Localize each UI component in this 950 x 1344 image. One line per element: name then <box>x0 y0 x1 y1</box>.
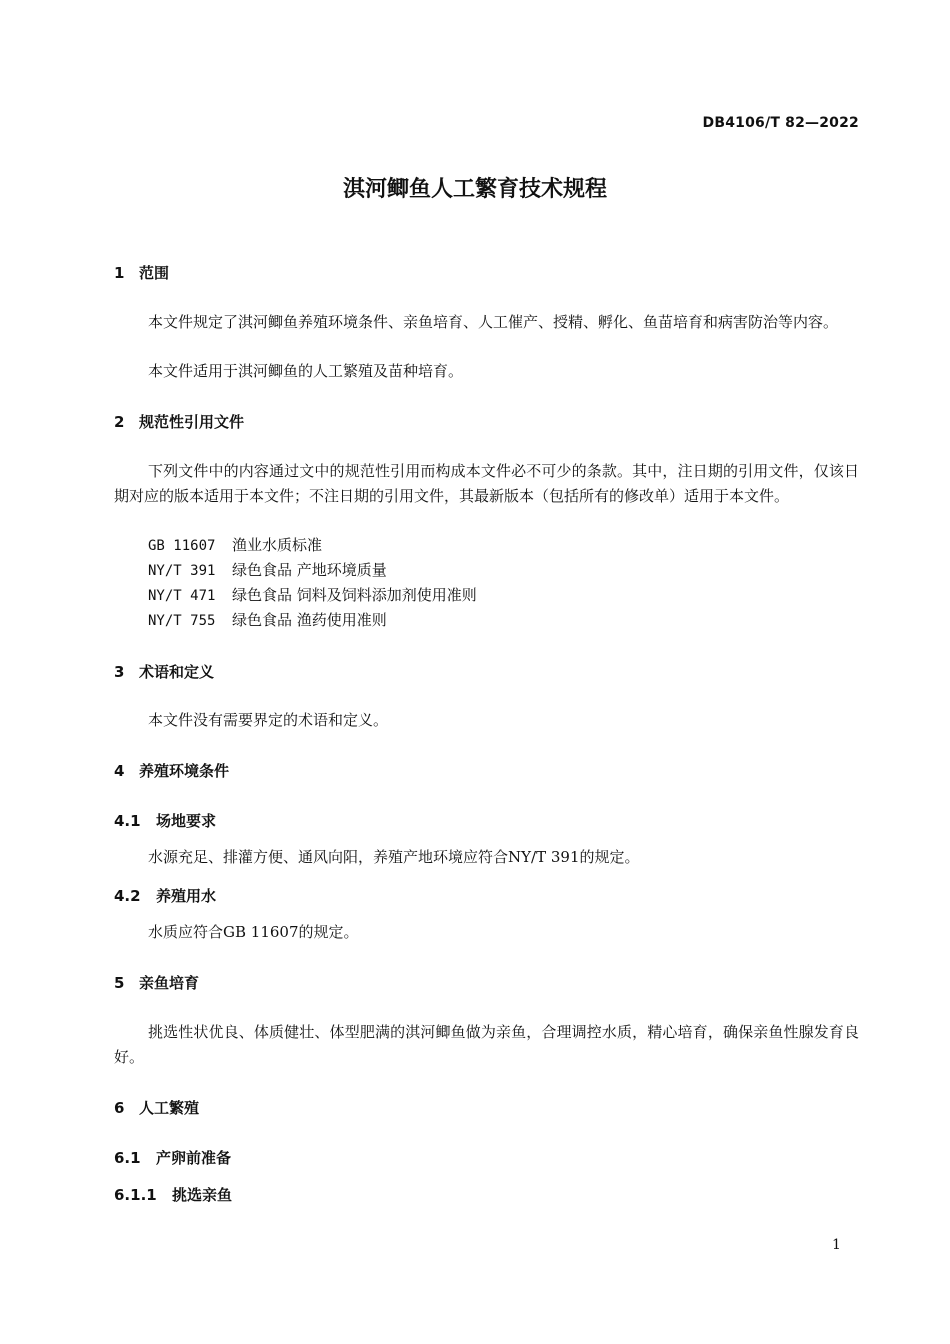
section-2-paragraph-1: 下列文件中的内容通过文中的规范性引用而构成本文件必不可少的条款。其中，注日期的引用文件，仅该日期对应的版本适用于本文件；不注日期的引用文件，其最新版本（包括所有的修改单）适用于本文件。 <box>114 462 859 505</box>
reference-name: 渔业水质标准 <box>232 536 323 554</box>
reference-name: 绿色食品 渔药使用准则 <box>232 611 387 629</box>
section-number: 4.1 <box>114 812 141 830</box>
section-3-heading <box>114 661 214 682</box>
section-number: 1 <box>114 264 125 282</box>
section-number: 4.2 <box>114 887 141 905</box>
reference-code: NY/T 755 <box>148 613 216 629</box>
section-number: 5 <box>114 974 125 992</box>
section-4-1-paragraph: 水源充足、排灌方便、通风向阳，养殖产地环境应符合NY/T 391的规定。 <box>148 848 640 866</box>
document-title: 淇河鲫鱼人工繁育技术规程 <box>342 177 607 202</box>
section-number: 4 <box>114 762 125 780</box>
section-title: 规范性引用文件 <box>139 413 245 431</box>
section-1-paragraph-2: 本文件适用于淇河鲫鱼的人工繁殖及苗种培育。 <box>148 362 464 380</box>
section-4-heading <box>114 760 229 781</box>
section-number: 3 <box>114 663 125 681</box>
section-3-paragraph-1: 本文件没有需要界定的术语和定义。 <box>148 711 389 729</box>
section-title: 亲鱼培育 <box>139 974 200 992</box>
section-title: 养殖用水 <box>156 887 217 905</box>
section-6-heading <box>114 1097 199 1118</box>
section-6-1-heading <box>114 1147 231 1168</box>
section-title: 术语和定义 <box>139 663 215 681</box>
reference-name: 绿色食品 产地环境质量 <box>232 561 387 579</box>
section-title: 产卵前准备 <box>156 1149 232 1167</box>
reference-item <box>148 583 477 609</box>
section-4-2-heading <box>114 885 216 906</box>
section-4-1-heading <box>114 810 216 831</box>
reference-name: 绿色食品 饲料及饲料添加剂使用准则 <box>232 586 477 604</box>
section-number: 6 <box>114 1099 125 1117</box>
section-title: 场地要求 <box>156 812 217 830</box>
reference-code: NY/T 391 <box>148 563 216 579</box>
reference-item <box>148 558 387 584</box>
page-number: 1 <box>832 1237 841 1253</box>
section-title: 人工繁殖 <box>139 1099 200 1117</box>
document-number: DB4106/T 82—2022 <box>702 115 859 131</box>
section-4-2-paragraph: 水质应符合GB 11607的规定。 <box>148 923 359 941</box>
section-title: 挑选亲鱼 <box>172 1186 233 1204</box>
section-number: 2 <box>114 413 125 431</box>
section-number: 6.1.1 <box>114 1186 157 1204</box>
section-6-1-1-heading <box>114 1184 232 1205</box>
section-1-paragraph-1: 本文件规定了淇河鲫鱼养殖环境条件、亲鱼培育、人工催产、授精、孵化、鱼苗培育和病害防治等内容。 <box>148 313 839 331</box>
section-5-heading <box>114 972 199 993</box>
section-1-heading <box>114 262 169 283</box>
section-title: 范围 <box>139 264 170 282</box>
reference-item <box>148 608 387 634</box>
reference-item <box>148 533 322 559</box>
section-title: 养殖环境条件 <box>139 762 230 780</box>
section-number: 6.1 <box>114 1149 141 1167</box>
section-5-paragraph-1: 挑选性状优良、体质健壮、体型肥满的淇河鲫鱼做为亲鱼，合理调控水质，精心培育，确保亲鱼性腺发育良好。 <box>114 1023 859 1066</box>
reference-code: NY/T 471 <box>148 588 216 604</box>
reference-code: GB 11607 <box>148 538 216 554</box>
section-2-heading <box>114 411 244 432</box>
